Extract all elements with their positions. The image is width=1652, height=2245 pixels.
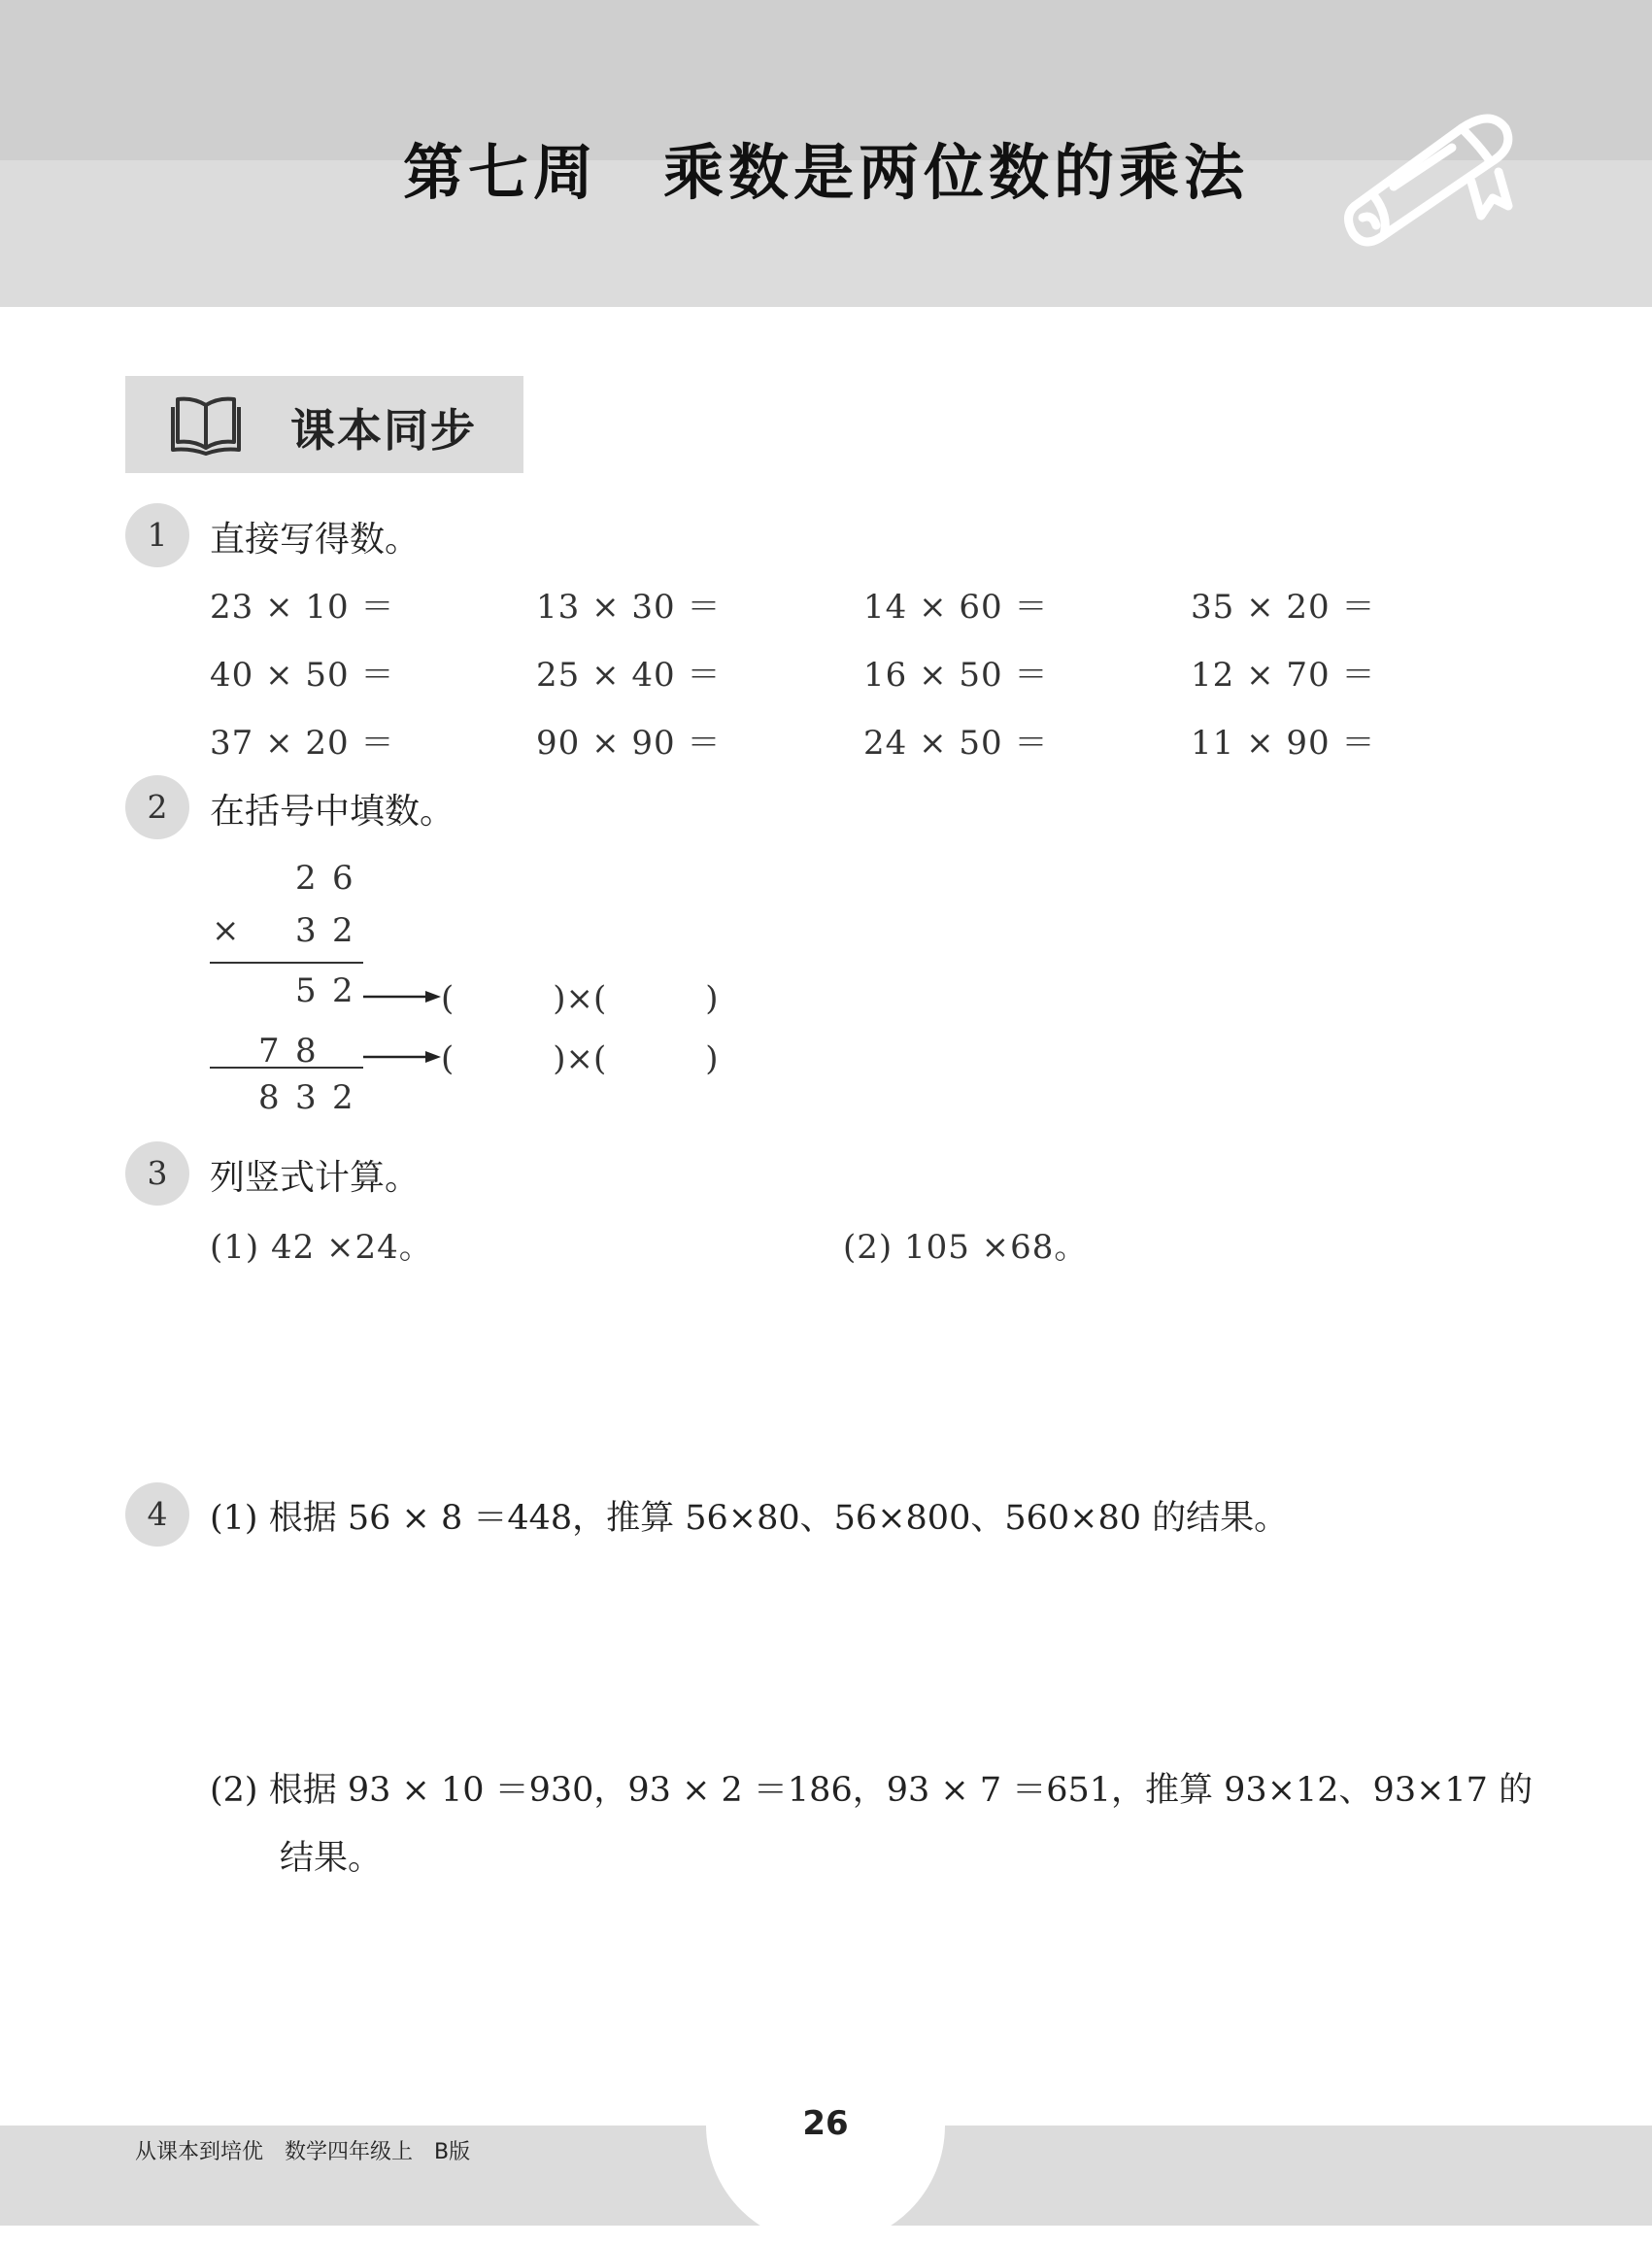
q1-expr: 40 × 50 ＝: [210, 656, 395, 695]
section-tab: [125, 376, 523, 473]
vertical-multiplication: [210, 859, 719, 1121]
question-number-1: 1: [125, 503, 189, 567]
page-header: [0, 0, 1652, 307]
q1-expr: 37 × 20 ＝: [210, 724, 395, 763]
q4-part-2-continued: 结果。: [280, 1839, 383, 1878]
calc-digit: 2: [332, 911, 354, 950]
question-3-prompt: 列竖式计算。: [210, 1158, 421, 1198]
book-title: 从课本到培优 数学四年级上 B版: [135, 2140, 471, 2164]
question-number-4: 4: [125, 1482, 189, 1547]
arrow-icon: [363, 987, 441, 1006]
calc-digit: 7: [258, 1032, 280, 1071]
calc-digit: 2: [332, 971, 354, 1010]
q3-part-2: (2) 105 ×68。: [843, 1228, 1089, 1267]
scroll-icon: [1335, 89, 1530, 255]
q1-expr: 12 × 70 ＝: [1191, 656, 1376, 695]
q1-expr: 11 × 90 ＝: [1191, 724, 1376, 763]
section-label: 课本同步: [290, 404, 477, 457]
calc-digit: 5: [295, 971, 317, 1010]
calc-rule: [210, 1067, 363, 1069]
question-number-2: 2: [125, 775, 189, 839]
calc-digit: 6: [332, 859, 354, 898]
fill-blank[interactable]: ( )×( ): [441, 979, 719, 1018]
calc-digit: 3: [295, 1078, 317, 1117]
q4-part-1: (1) 根据 56 × 8 ＝448，推算 56×80、56×800、560×80 的结果。: [210, 1499, 1289, 1538]
q1-expr: 25 × 40 ＝: [536, 656, 722, 695]
calc-digit: 2: [295, 859, 317, 898]
question-2-prompt: 在括号中填数。: [210, 792, 455, 832]
arrow-icon: [363, 1047, 441, 1067]
q1-expr: 23 × 10 ＝: [210, 588, 395, 627]
calc-digit: 2: [332, 1078, 354, 1117]
q1-expr: 24 × 50 ＝: [863, 724, 1049, 763]
question-number-3: 3: [125, 1141, 189, 1206]
calc-digit: 3: [295, 911, 317, 950]
q1-expr: 35 × 20 ＝: [1191, 588, 1376, 627]
book-icon: [170, 393, 242, 456]
page-number: 26: [802, 2104, 849, 2143]
q1-expr: 14 × 60 ＝: [863, 588, 1049, 627]
q1-expr: 16 × 50 ＝: [863, 656, 1049, 695]
q1-expr: 13 × 30 ＝: [536, 588, 722, 627]
page-title: 第七周 乘数是两位数的乘法: [402, 137, 1249, 208]
q3-part-1: (1) 42 ×24。: [210, 1228, 433, 1267]
calc-rule: [210, 962, 363, 964]
q4-part-2: (2) 根据 93 × 10 ＝930，93 × 2 ＝186，93 × 7 ＝651，推算 93×12、93×17 的: [210, 1771, 1534, 1810]
calc-digit: 8: [258, 1078, 280, 1117]
question-1-prompt: 直接写得数。: [210, 520, 421, 560]
fill-blank[interactable]: ( )×( ): [441, 1039, 719, 1078]
calc-times-sign: ×: [212, 911, 240, 950]
q1-expr: 90 × 90 ＝: [536, 724, 722, 763]
calc-digit: 8: [295, 1032, 317, 1071]
